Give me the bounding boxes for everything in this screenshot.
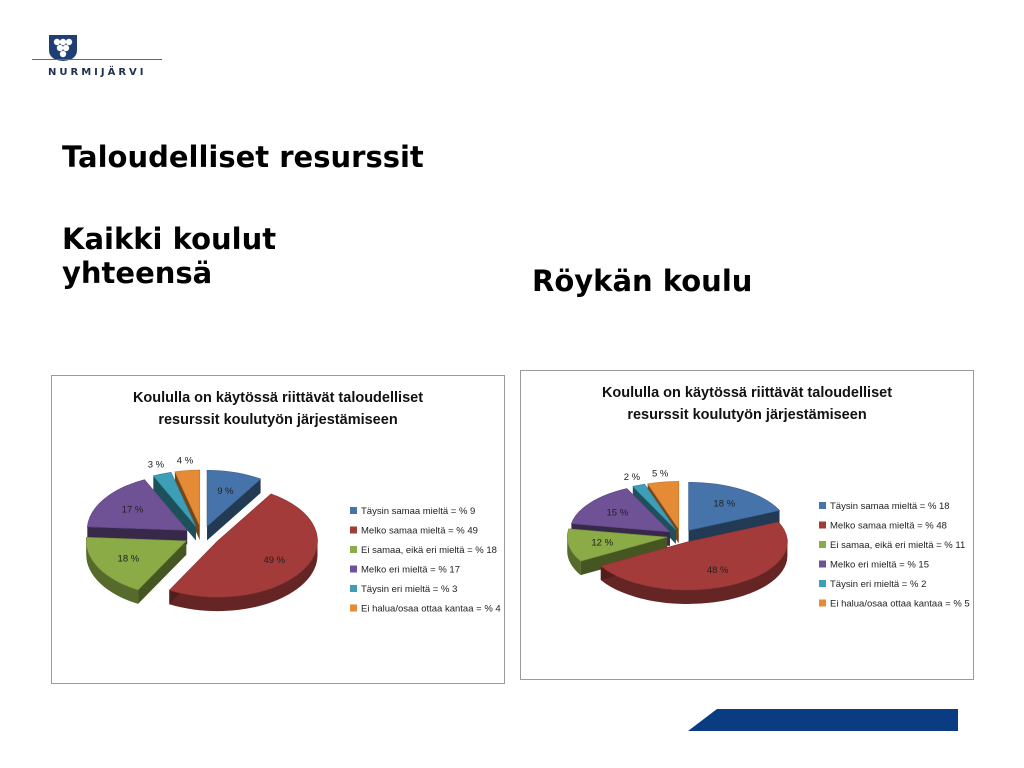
legend-entry: Ei halua/osaa ottaa kantaa = % 4 — [361, 603, 501, 615]
footer-bar — [688, 709, 958, 731]
chart-title-line-2: resurssit koulutyön järjestämiseen — [158, 412, 398, 428]
legend-entry: Melko eri mieltä = % 17 — [361, 564, 460, 576]
chart-title-line-1: Koululla on käytössä riittävät taloudelliset — [601, 385, 893, 401]
slide-title: Taloudelliset resurssit — [62, 140, 424, 174]
chart-roykka-school — [520, 370, 974, 680]
legend-swatch — [350, 546, 357, 553]
legend-swatch — [819, 580, 826, 587]
legend-swatch — [819, 502, 826, 509]
left-subtitle: Kaikki koulut yhteensä — [62, 222, 277, 290]
pie-data-label: 2 % — [623, 472, 641, 484]
nurmijarvi-logo — [32, 32, 164, 82]
logo-wordmark: NURMIJÄRVI — [48, 67, 147, 78]
legend-entry: Täysin eri mieltä = % 2 — [830, 579, 927, 590]
logo-divider — [32, 59, 162, 60]
pie-slices — [86, 470, 317, 611]
pie-data-label: 48 % — [706, 565, 729, 577]
legend-swatch — [819, 541, 826, 548]
pie-data-label: 18 % — [117, 553, 140, 565]
pie-chart-all-schools — [52, 376, 504, 683]
pie-data-label: 5 % — [651, 468, 669, 480]
legend-entry: Melko samaa mieltä = % 49 — [361, 525, 478, 537]
legend-swatch — [819, 600, 826, 607]
legend-swatch — [819, 522, 826, 529]
legend-entry: Täysin samaa mieltä = % 18 — [830, 501, 950, 512]
pie-data-label: 15 % — [606, 507, 629, 519]
chart-title-line-2: resurssit koulutyön järjestämiseen — [627, 407, 867, 423]
legend-swatch — [350, 527, 357, 534]
coat-of-arms-icon — [48, 34, 78, 62]
legend-entry: Täysin samaa mieltä = % 9 — [361, 506, 476, 517]
legend-entry: Ei samaa, eikä eri mieltä = % 18 — [361, 545, 497, 556]
legend-swatch — [350, 507, 357, 514]
pie-data-label: 18 % — [713, 498, 736, 510]
legend-entry: Ei halua/osaa ottaa kantaa = % 5 — [830, 598, 970, 610]
right-subtitle: Röykän koulu — [532, 264, 753, 298]
legend-swatch — [819, 561, 826, 568]
pie-data-label: 17 % — [121, 504, 144, 516]
legend-entry: Melko samaa mieltä = % 48 — [830, 520, 947, 532]
pie-data-label: 3 % — [147, 459, 165, 471]
pie-data-label: 49 % — [263, 554, 286, 566]
legend-swatch — [350, 566, 357, 573]
chart-all-schools — [51, 375, 505, 684]
legend-swatch — [350, 585, 357, 592]
chart-legend — [350, 506, 501, 615]
pie-data-label: 4 % — [176, 455, 194, 467]
chart-title-line-1: Koululla on käytössä riittävät taloudelliset — [132, 390, 424, 406]
chart-legend — [819, 501, 970, 610]
legend-entry: Melko eri mieltä = % 15 — [830, 559, 929, 571]
pie-data-label: 9 % — [217, 485, 234, 497]
legend-entry: Ei samaa, eikä eri mieltä = % 11 — [830, 540, 966, 551]
legend-swatch — [350, 605, 357, 612]
pie-data-label: 12 % — [591, 537, 614, 549]
pie-chart-roykka-school — [521, 371, 973, 679]
legend-entry: Täysin eri mieltä = % 3 — [361, 584, 458, 595]
